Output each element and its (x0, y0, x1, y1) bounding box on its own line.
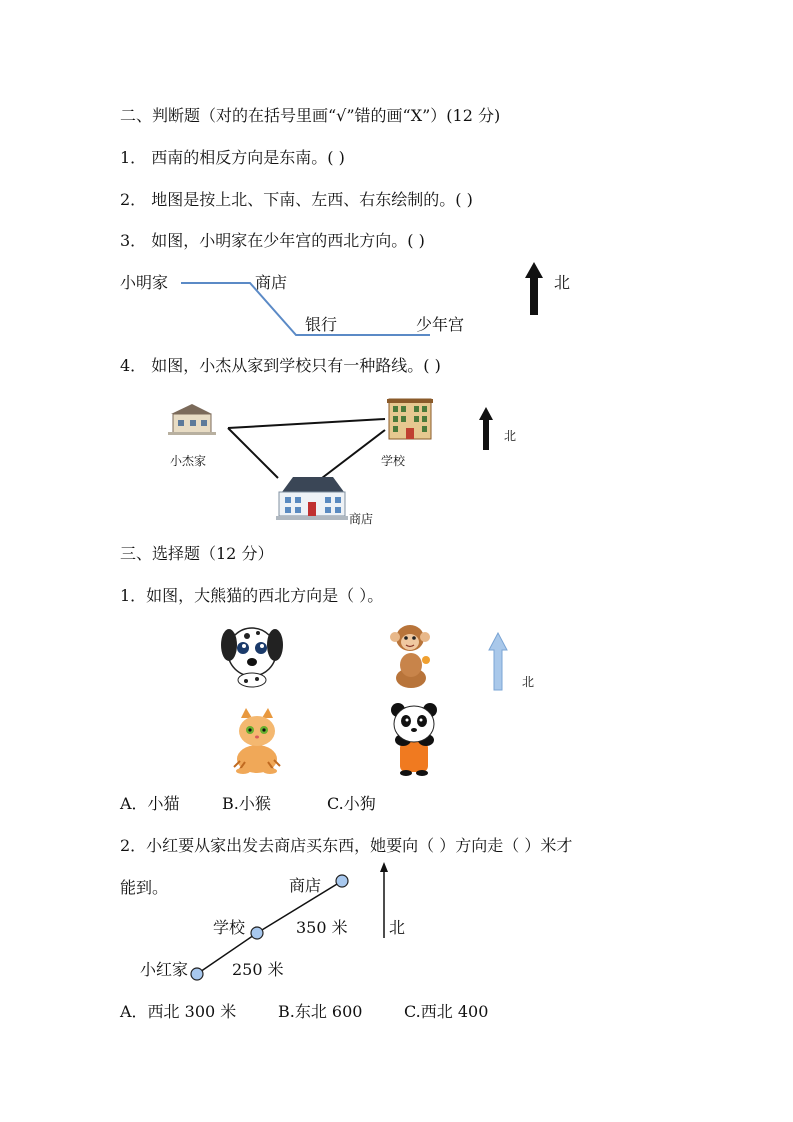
q1-option-a: A．小猫 (120, 794, 180, 813)
q2-north-label: 北 (389, 918, 406, 937)
q1-option-c: C.小狗 (327, 794, 376, 813)
q1-north-label: 北 (522, 675, 535, 689)
section2-heading: 二、判断题（对的在括号里画“√”错的画“X”）(12 分) (120, 106, 501, 125)
q4-north-label: 北 (504, 429, 517, 443)
q2-distance-2: 250 米 (232, 960, 284, 979)
section2-q4: 4． 如图，小杰从家到学校只有一种路线。( ) (120, 356, 441, 375)
section2-q2: 2． 地图是按上北、下南、左西、右东绘制的。( ) (120, 190, 473, 209)
q3-home-label: 小明家 (120, 273, 169, 292)
section3-q1: 1．如图，大熊猫的西北方向是（ ）。 (120, 586, 384, 605)
section3-heading: 三、选择题（12 分） (120, 544, 274, 563)
q1-option-b: B.小猴 (222, 794, 271, 813)
q2-home-label: 小红家 (140, 960, 189, 979)
section2-q3: 3． 如图，小明家在少年宫的西北方向。( ) (120, 231, 425, 250)
q3-palace-label: 少年宫 (416, 315, 465, 334)
q2-distance-1: 350 米 (296, 918, 348, 937)
q2-option-a: A．西北 300 米 (120, 1002, 237, 1021)
q4-home-label: 小杰家 (170, 454, 207, 468)
section3-q2-line1: 2．小红要从家出发去商店买东西，她要向（ ）方向走（ ）米才 (120, 836, 573, 855)
section2-q1: 1． 西南的相反方向是东南。( ) (120, 148, 345, 167)
q3-north-label: 北 (554, 273, 571, 292)
q2-shop-label: 商店 (289, 876, 322, 895)
q2-school-label: 学校 (213, 918, 246, 937)
q2-option-c: C.西北 400 (404, 1002, 489, 1021)
q4-school-label: 学校 (381, 454, 406, 468)
q3-shop-label: 商店 (255, 273, 288, 292)
q3-bank-label: 银行 (305, 315, 338, 334)
q2-option-b: B.东北 600 (278, 1002, 363, 1021)
q4-shop-label: 商店 (349, 512, 374, 526)
section3-q2-line2: 能到。 (120, 878, 169, 897)
